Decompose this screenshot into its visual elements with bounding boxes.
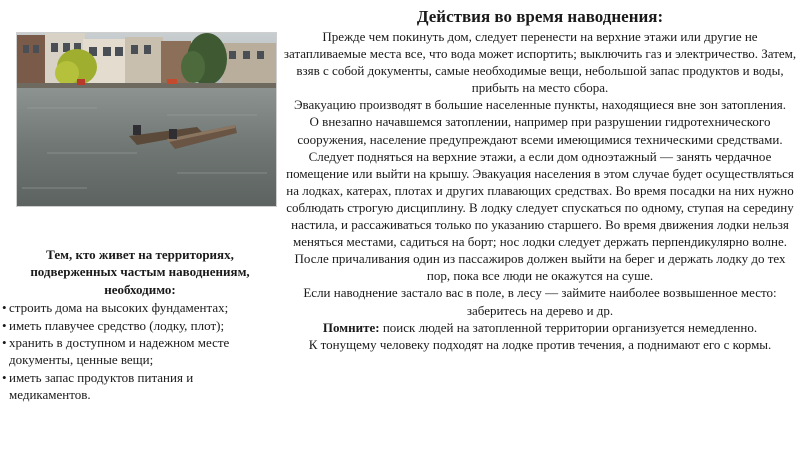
remember-label: Помните: [322,319,380,335]
paragraph-sudden-flood: О внезапно начавшемся затоплении, например при разрушении гидротехнического сооружения, население предупреждают всеми имеющимися техническими средствами. Следует подняться на верхние этажи, а если дом одноэтажный — занять чердачное помещение или выйти на крышу. Эвакуация населения в этом случае будет осуществляться на лодках, катерах, плотах и других плавающих средствах. Во время посадки на них нужно соблюдать строгую дисциплину. В лодку следует спускаться по одному, ступая на середину настила, и рассаживаться только по указанию старшего. Во время движения лодки нельзя меняться местами, садиться на борт; нос лодки следует держать перпендикулярно волне. После причаливания один из пассажиров должен выйти на берег и держать лодку до тех пор, пока все люди не окажутся на суше. [286,114,794,284]
paragraph-remember [282,319,798,336]
paragraph-drowning: К тонущему человеку подходят на лодке против течения, а поднимают его с кормы. [308,336,772,352]
flood-actions-text [282,28,798,353]
list-item: • иметь запас продуктов питания и медикаментов. [2,369,278,404]
preparation-block [2,246,278,404]
preparation-heading: Тем, кто живет на территориях, подверженных частым наводнениям, необходимо: [30,247,250,297]
paragraph-evacuation: Эвакуацию производят в большие населенные пункты, находящиеся вне зон затопления. [293,97,787,113]
list-item: • хранить в доступном и надежном месте документы, ценные вещи; [2,334,278,369]
paragraph-in-field: Если наводнение застало вас в поле, в лесу — займите наиболее возвышенное место: заберитесь на дерево и др. [303,285,777,318]
page-title: Действия во время наводнения: [416,7,664,26]
paragraph-before-leaving: Прежде чем покинуть дом, следует перенести на верхние этажи или другие не затапливаемые места все, что вода может испортить; выключить газ и электричество. Затем, взяв с собой документы, самые необходимые вещи, небольшой запас продуктов и воды, прибыть на место сбора. [283,29,797,96]
flood-photo [16,32,277,207]
list-item: • строить дома на высоких фундаментах; [2,299,278,316]
preparation-list [2,299,278,403]
remember-text: поиск людей на затопленной территории организуется немедленно. [379,319,758,335]
list-item: • иметь плавучее средство (лодку, плот); [2,317,278,334]
